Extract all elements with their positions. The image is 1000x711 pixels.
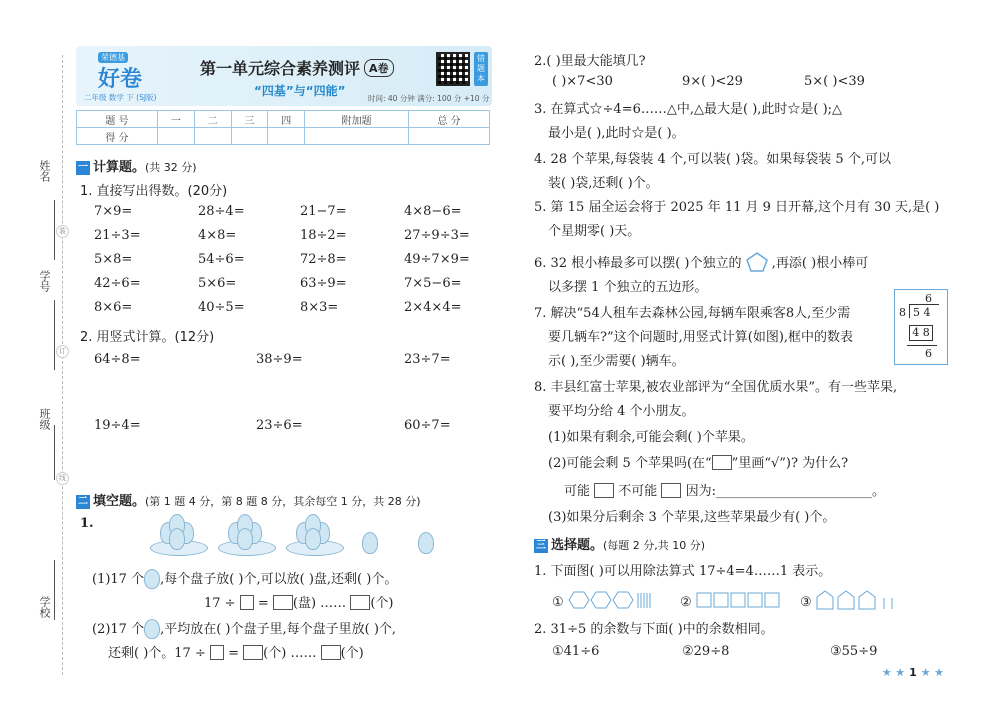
- option-label: ②: [680, 595, 692, 610]
- check-box[interactable]: [661, 483, 681, 498]
- section-heading: [534, 534, 705, 553]
- binding-mark: 装: [56, 225, 69, 238]
- binding-dashed-line: [62, 55, 63, 675]
- choice-option[interactable]: ③55÷9: [830, 644, 878, 659]
- answer-box[interactable]: [350, 595, 370, 610]
- vertical-calc-item: 60÷7=: [404, 418, 451, 433]
- pear-plate: [218, 512, 276, 558]
- math-item: 2×4×4=: [404, 300, 462, 315]
- time-limit: 时间: 40 分钟: [368, 94, 415, 103]
- question-text: [548, 452, 848, 471]
- section-note: (第 1 题 4 分，第 8 题 8 分，其余每空 1 分，共 28 分): [145, 495, 421, 508]
- choice-line: [564, 480, 885, 499]
- question-text: (3)如果分后剩余 3 个苹果,这些苹果最少有( )个。: [548, 510, 836, 525]
- table-cell: 附加题: [305, 111, 409, 128]
- option-label: ③: [800, 595, 812, 610]
- math-item: 40÷5=: [198, 300, 245, 315]
- question-text: 5. 第 15 届全运会将于 2025 年 11 月 9 日开幕,这个月有 30 天,是( ): [534, 200, 940, 215]
- brand-badge: 荣德基: [98, 52, 128, 63]
- score-cell[interactable]: [268, 128, 305, 145]
- fill-text: (个): [340, 646, 364, 661]
- question-text: (1)如果有剩余,可能会剩( )个苹果。: [548, 430, 754, 445]
- fill-text: ,平均放在( )个盘子里,每个盘子里放( )个,: [160, 622, 397, 637]
- question-text: 示( ),至少需要( )辆车。: [548, 354, 685, 369]
- pear-plate: [286, 512, 344, 558]
- page-subtitle: “四基”与“四能”: [254, 84, 346, 98]
- fill-line: [108, 642, 364, 661]
- choice-label: 可能: [564, 484, 591, 499]
- fill-text: (2)17 个: [92, 622, 145, 637]
- math-item: 49÷7×9=: [404, 252, 470, 267]
- binding-margin: [0, 0, 70, 711]
- question-text: 最小是( ),此时☆是( )。: [548, 126, 685, 141]
- qr-code-icon[interactable]: [436, 52, 470, 86]
- question-title: 1. 直接写出得数。(20分): [80, 184, 228, 199]
- math-item: 8×6=: [94, 300, 133, 315]
- math-item: 54÷6=: [198, 252, 245, 267]
- pear-icon: [418, 532, 434, 554]
- pear-icon: [305, 528, 321, 550]
- section-number: 二: [78, 496, 88, 507]
- math-item: 42÷6=: [94, 276, 141, 291]
- fill-text: (个): [370, 596, 394, 611]
- answer-box[interactable]: [240, 595, 254, 610]
- brand-logo: [84, 50, 157, 102]
- fill-line: [92, 568, 397, 589]
- math-item: 21÷3=: [94, 228, 141, 243]
- math-item: 5×6=: [198, 276, 237, 291]
- math-item: 4×8−6=: [404, 204, 462, 219]
- table-cell: 一: [157, 111, 194, 128]
- question-text: 要几辆车?”这个问题时,用竖式计算(如图),框中的数表: [548, 330, 854, 345]
- question-text: 3. 在算式☆÷4=6……△中,△最大是( ),此时☆是( );△: [534, 102, 843, 117]
- fill-text: (2)可能会剩 5 个苹果吗(在“: [548, 456, 712, 471]
- section-title: 计算题。: [93, 160, 146, 175]
- score-cell[interactable]: [408, 128, 489, 145]
- page-footer: ★ ★ 1 ★ ★: [881, 666, 944, 679]
- check-box-sample: [712, 455, 732, 470]
- binding-mark: 线: [56, 472, 69, 485]
- table-cell: 题 号: [77, 111, 158, 128]
- vertical-calc-item: 23÷7=: [404, 352, 451, 367]
- option-label: ①: [552, 595, 564, 610]
- pear-icon: [144, 619, 160, 639]
- fill-text: ”里画“√”)? 为什么?: [731, 456, 849, 471]
- table-cell: 总 分: [408, 111, 489, 128]
- remainder: 6: [925, 347, 932, 360]
- math-item: 4×8=: [198, 228, 237, 243]
- binding-mark: 订: [56, 345, 69, 358]
- table-cell: 得 分: [77, 128, 158, 145]
- long-division-figure: [894, 289, 948, 365]
- page-number: 1: [909, 666, 917, 679]
- fill-text: (个) ……: [263, 646, 317, 661]
- fill-text: ,再添( )根小棒可: [771, 256, 869, 271]
- name-label: 姓名: [38, 160, 51, 182]
- vertical-calc-item: 23÷6=: [256, 418, 303, 433]
- math-item: 27÷9÷3=: [404, 228, 470, 243]
- choice-option[interactable]: ②29÷8: [682, 644, 730, 659]
- score-cell[interactable]: [157, 128, 194, 145]
- table-cell: 二: [194, 111, 231, 128]
- vertical-calc-item: 64÷8=: [94, 352, 141, 367]
- section-heading: [76, 490, 421, 509]
- error-book-tag: 错题本: [474, 52, 488, 86]
- subtract-line: [907, 345, 937, 346]
- math-item: 7×5−6=: [404, 276, 462, 291]
- quotient: 6: [925, 292, 932, 305]
- highlighted-product: 4 8: [909, 325, 933, 341]
- divisor: 8: [899, 306, 906, 319]
- choice-option[interactable]: ①41÷6: [552, 644, 600, 659]
- fill-text: 17 ÷: [204, 596, 236, 611]
- question-number: 1.: [80, 516, 94, 531]
- id-line: [54, 300, 55, 370]
- math-item: 5×8=: [94, 252, 133, 267]
- score-cell[interactable]: [231, 128, 268, 145]
- score-table: [76, 110, 490, 145]
- section-heading: [76, 156, 197, 175]
- question-title: 2. 用竖式计算。(12分): [80, 330, 215, 345]
- dividend: 5 4: [913, 306, 931, 319]
- division-bar: [909, 304, 939, 305]
- question-text: 1. 下面图( )可以用除法算式 17÷4=4……1 表示。: [534, 564, 832, 579]
- vertical-calc-item: 38÷9=: [256, 352, 303, 367]
- table-cell: 三: [231, 111, 268, 128]
- squares-icon: [696, 590, 782, 610]
- fill-line: [204, 592, 393, 611]
- fill-text: (1)17 个: [92, 572, 145, 587]
- pear-plate: [150, 512, 208, 558]
- reason-label: 因为:________________________。: [685, 484, 885, 499]
- question-text: 9×( )<29: [682, 74, 743, 89]
- math-item: 28÷4=: [198, 204, 245, 219]
- pear-icon: [237, 528, 253, 550]
- question-text: ( )×7<30: [552, 74, 613, 89]
- math-item: 7×9=: [94, 204, 133, 219]
- table-row: [77, 111, 490, 128]
- choice-option[interactable]: [800, 590, 902, 610]
- volume-tag: A卷: [364, 59, 394, 77]
- choice-label: 不可能: [618, 484, 658, 499]
- section-number: 一: [78, 162, 88, 173]
- check-box[interactable]: [594, 483, 614, 498]
- school-label: 学校: [38, 596, 51, 618]
- question-text: 8. 丰县红富士苹果,被农业部评为“全国优质水果”。有一些苹果,: [534, 380, 898, 395]
- pentagons-icon: [816, 590, 902, 610]
- question-text: 要平均分给 4 个小朋友。: [548, 404, 695, 419]
- fill-text: 6. 32 根小棒最多可以摆( )个独立的: [534, 256, 742, 271]
- question-text: 以多摆 1 个独立的五边形。: [548, 280, 708, 295]
- title-text: 第一单元综合素养测评: [200, 59, 361, 78]
- pear-icon: [362, 532, 378, 554]
- school-line: [54, 560, 55, 620]
- answer-box[interactable]: [210, 645, 224, 660]
- choice-option[interactable]: [552, 590, 652, 610]
- question-text: 4. 28 个苹果,每袋装 4 个,可以装( )袋。如果每袋装 5 个,可以: [534, 152, 891, 167]
- section-title: 选择题。: [551, 538, 604, 553]
- question-text: 2. 31÷5 的余数与下面( )中的余数相同。: [534, 622, 774, 637]
- question-text: 5×( )<39: [804, 74, 865, 89]
- answer-box[interactable]: [243, 645, 263, 660]
- section-note: (共 32 分): [145, 161, 197, 174]
- section-title: 填空题。: [93, 494, 146, 509]
- answer-box[interactable]: [273, 595, 293, 610]
- page-title: [200, 56, 394, 79]
- math-item: 63÷9=: [300, 276, 347, 291]
- pear-icon: [169, 528, 185, 550]
- math-item: 21−7=: [300, 204, 347, 219]
- fill-text: =: [257, 596, 269, 611]
- full-score: 满分: 100 分 +10 分: [417, 94, 490, 103]
- fill-text: (盘) ……: [292, 596, 347, 611]
- score-cell[interactable]: [194, 128, 231, 145]
- math-item: 8×3=: [300, 300, 339, 315]
- pear-icon: [144, 569, 160, 589]
- table-cell: 四: [268, 111, 305, 128]
- question-text: 装( )袋,还剩( )个。: [548, 176, 659, 191]
- question-text: 个星期零( )天。: [548, 224, 641, 239]
- time-info: [368, 93, 489, 104]
- score-cell[interactable]: [305, 128, 409, 145]
- table-row: [77, 128, 490, 145]
- pentagon-icon: [746, 252, 768, 272]
- fill-text: ,每个盘子放( )个,可以放( )盘,还剩( )个。: [160, 572, 398, 587]
- name-line: [54, 200, 55, 260]
- hexagons-icon: [568, 590, 652, 610]
- fill-text: 还剩( )个。17 ÷: [108, 646, 206, 661]
- question-text: 2.( )里最大能填几?: [534, 54, 646, 69]
- left-column: [76, 46, 492, 661]
- class-label: 班级: [38, 408, 51, 430]
- section-number: 三: [536, 540, 546, 551]
- division-bracket: [909, 304, 910, 318]
- section-note: (每题 2 分,共 10 分): [603, 539, 706, 552]
- logo-mark: 好卷: [98, 67, 143, 92]
- choice-option[interactable]: [680, 590, 782, 610]
- math-item: 18÷2=: [300, 228, 347, 243]
- question-text: [534, 252, 868, 272]
- vertical-calc-item: 19÷4=: [94, 418, 141, 433]
- question-text: 7. 解决“54人租车去森林公园,每辆车限乘客8人,至少需: [534, 306, 851, 321]
- test-header: [76, 46, 492, 106]
- id-label: 学号: [38, 270, 51, 292]
- grade-label: 二年级 数学 下 (SJ版): [84, 93, 157, 102]
- class-line: [54, 425, 55, 480]
- answer-box[interactable]: [321, 645, 341, 660]
- math-item: 72÷8=: [300, 252, 347, 267]
- fill-line: [92, 618, 396, 639]
- fill-text: =: [228, 646, 240, 661]
